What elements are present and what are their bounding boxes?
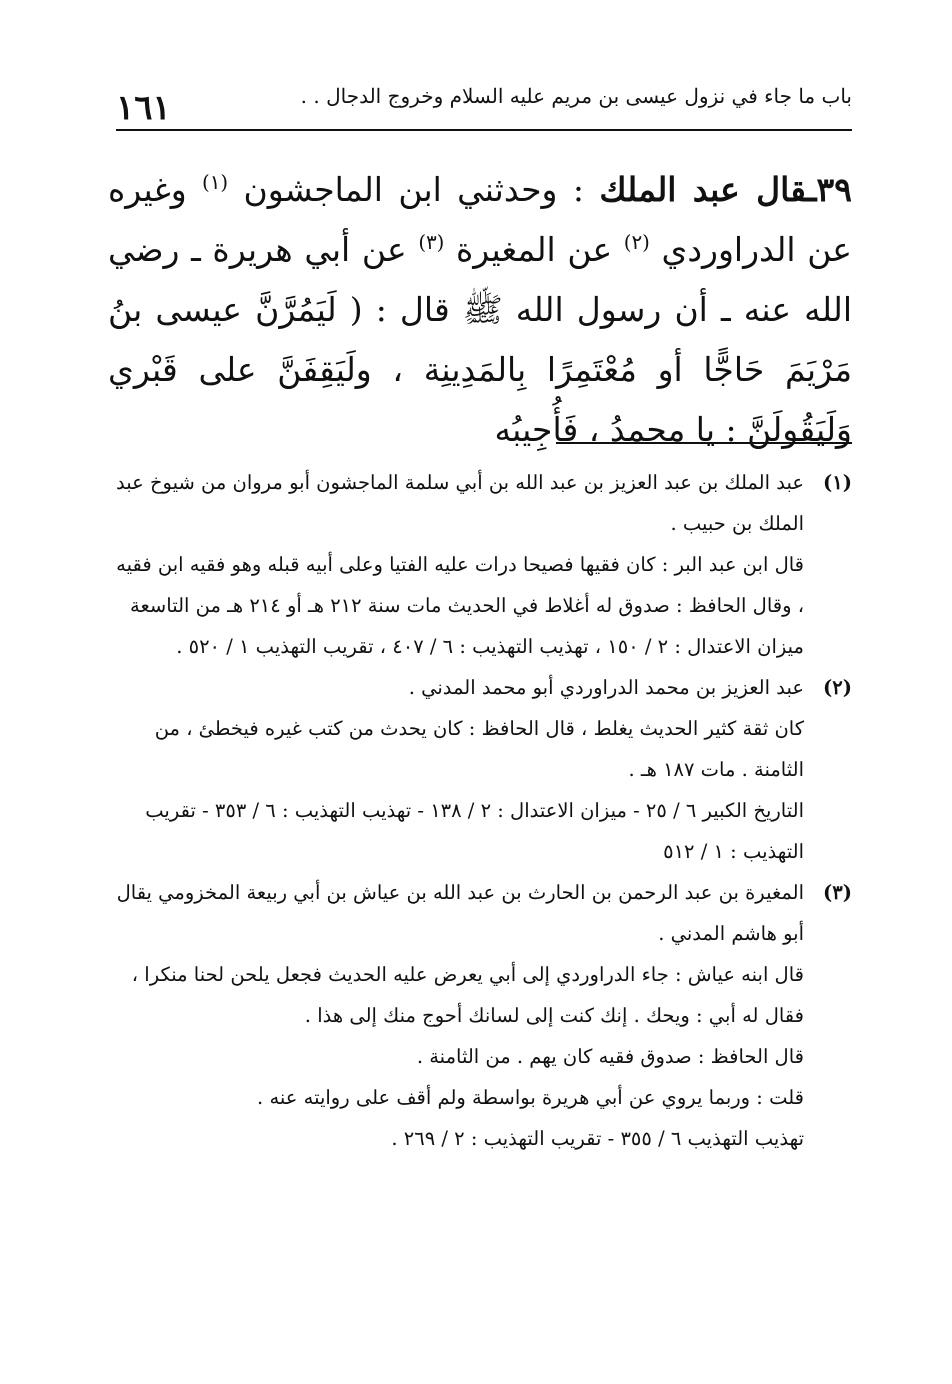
footnote-line: ميزان الاعتدال : ٢ / ١٥٠ ، تهذيب التهذيب : ٦ / ٤٠٧ ، تقريب التهذيب ١ / ٥٢٠ . bbox=[176, 635, 804, 658]
footnote-ref: (١) bbox=[202, 171, 229, 194]
footnote-marker: (٢) bbox=[823, 676, 852, 699]
hadith-text-part: عن المغيرة bbox=[444, 230, 624, 269]
footnotes bbox=[116, 462, 852, 1159]
footnote-line: قال ابنه عياش : جاء الدراوردي إلى أبي يعرض عليه الحديث فجعل يلحن لحنا منكرا ، فقال له أبي : ويحك . إنك كنت إلى لسانك أحوج منك إلى هذا . bbox=[131, 963, 804, 1027]
hadith-number: ٣٩ـ bbox=[806, 170, 852, 209]
hadith-text-part: وغيره عن الدراوردي bbox=[108, 170, 852, 269]
page-number: ١٦١ bbox=[116, 88, 171, 128]
footnote-marker: (٣) bbox=[823, 881, 852, 904]
hadith-text-part: عن أبي هريرة ـ رضي الله عنه ـ أن رسول الله ﷺ قال : ( لَيَمُرَّنَّ عيسى بنُ مَرْيَمَ حَاجًّا أو مُعْتَمِرًا بِالمَدِينِة ، ولَيَقِفَنَّ على قَبْري وَلَيَقُولَنَّ : يا محمدُ ، فَأُجِيبُه bbox=[108, 230, 852, 449]
footnote-line: عبد الملك بن عبد العزيز بن عبد الله بن أبي سلمة الماجشون أبو مروان من شيوخ عبد الملك بن حبيب . bbox=[115, 471, 804, 535]
header-rule bbox=[116, 129, 852, 131]
footnote-ref: (٣) bbox=[418, 231, 445, 254]
footnote-separator bbox=[556, 442, 852, 444]
footnote-line: قال الحافظ : صدوق فقيه كان يهم . من الثامنة . bbox=[416, 1045, 804, 1068]
footnote-line: التاريخ الكبير ٦ / ٢٥ - ميزان الاعتدال : ٢ / ١٣٨ - تهذيب التهذيب : ٦ / ٣٥٣ - تقريب التهذيب : ١ / ٥١٢ bbox=[145, 799, 804, 863]
footnote bbox=[116, 667, 852, 872]
running-title: باب ما جاء في نزول عيسى بن مريم عليه السلام وخروج الدجال . . bbox=[300, 84, 852, 108]
footnote-line: كان ثقة كثير الحديث يغلط ، قال الحافظ : كان يحدث من كتب غيره فيخطئ ، من الثامنة . مات ١٨٧ هـ . bbox=[154, 717, 804, 781]
footnote-line: قلت : وربما يروي عن أبي هريرة بواسطة ولم أقف على روايته عنه . bbox=[257, 1086, 804, 1109]
footnote-line: قال ابن عبد البر : كان فقيها فصيحا درات عليه الفتيا وعلى أبيه قبله وهو فقيه ابن فقيه ، وقال الحافظ : صدوق له أغلاط في الحديث مات سنة ٢١٢ هـ أو ٢١٤ هـ من التاسعة bbox=[116, 553, 804, 617]
footnote-ref: (٢) bbox=[623, 231, 650, 254]
footnote-line: عبد العزيز بن محمد الدراوردي أبو محمد المدني . bbox=[408, 676, 804, 699]
hadith-text bbox=[108, 160, 852, 460]
hadith-speaker: قال عبد الملك bbox=[599, 170, 807, 209]
footnote bbox=[116, 872, 852, 1159]
hadith-text-part: : وحدثني ابن الماجشون bbox=[228, 170, 600, 209]
footnote bbox=[116, 462, 852, 667]
footnote-marker: (١) bbox=[823, 471, 852, 494]
footnote-line: تهذيب التهذيب ٦ / ٣٥٥ - تقريب التهذيب : ٢ / ٢٦٩ . bbox=[391, 1127, 804, 1150]
footnote-line: المغيرة بن عبد الرحمن بن الحارث بن عبد الله بن عياش بن أبي ربيعة المخزومي يقال أبو هاشم المدني . bbox=[116, 881, 804, 945]
